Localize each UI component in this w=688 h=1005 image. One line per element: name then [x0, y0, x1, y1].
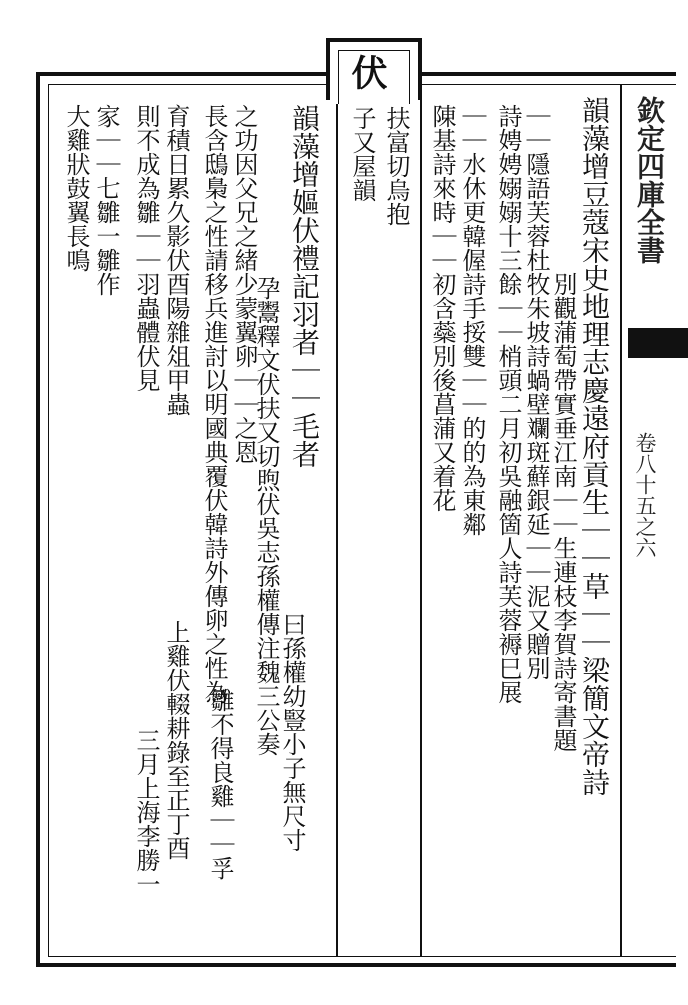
text-column: 則不成為雛｜｜羽蟲體伏見 — [132, 104, 160, 392]
text-column: 之功因父兄之緒少蒙翼卵｜｜之恩 — [230, 104, 258, 464]
rhyme-note: 子又屋韻 — [348, 106, 376, 202]
fish-tail-marker — [628, 328, 688, 358]
text-column: 大雞狀鼓翼長鳴 — [62, 104, 90, 272]
text-column: 陳基詩來時｜｜初含蘂別後菖蒲又着花 — [428, 104, 456, 512]
column-rule — [336, 104, 338, 956]
text-column: 雛不得良雞｜｜孚 — [206, 688, 234, 880]
text-column: 育積日累久影伏酉陽雜俎甲蟲 — [162, 104, 190, 416]
text-column: ｜｜隱語芙蓉杜牧朱坡詩蝸壁斕斑蘚銀延｜｜泥又贈別 — [522, 104, 550, 680]
text-column: 長含鴟梟之性請移兵進討以明國典覆伏韓詩外傳卵之性為 — [200, 104, 228, 704]
text-column: 韻藻增嫗伏禮記羽者｜｜毛者 — [288, 104, 321, 468]
rhyme-note: 扶富切烏抱 — [382, 106, 410, 226]
column-rule — [620, 84, 622, 956]
book-title: 欽定四庫全書 — [633, 96, 666, 264]
text-column: 別觀蒲萄帶實垂江南｜｜生連枝李賀詩寄書題 — [549, 272, 577, 752]
text-column: ｜｜水休更韓偓詩手挼雙｜｜的的為東鄰 — [458, 104, 486, 536]
text-column: 家｜｜七雛一雛作 — [92, 104, 120, 296]
text-column: 曰孫權幼豎小子無尺寸 — [278, 612, 306, 852]
text-column: 孕鬻釋文伏扶又切煦伏吳志孫權傳注魏三公奏 — [252, 276, 280, 756]
text-column: 三月上海李勝一 — [132, 728, 160, 896]
text-column: 韻藻增豆蔻宋史地理志慶遠府貢生｜｜草｜｜梁簡文帝詩 — [578, 96, 611, 796]
rhyme-char: 伏 — [346, 54, 388, 90]
text-column: 詩娉娉嫋嫋十三餘｜｜梢頭二月初吳融箇人詩芙蓉褥巳展 — [494, 104, 522, 704]
volume-label: 卷八十五之六 — [633, 432, 657, 558]
column-rule — [420, 84, 422, 956]
text-column: 上雞伏輟耕錄至正丁酉 — [162, 620, 190, 860]
